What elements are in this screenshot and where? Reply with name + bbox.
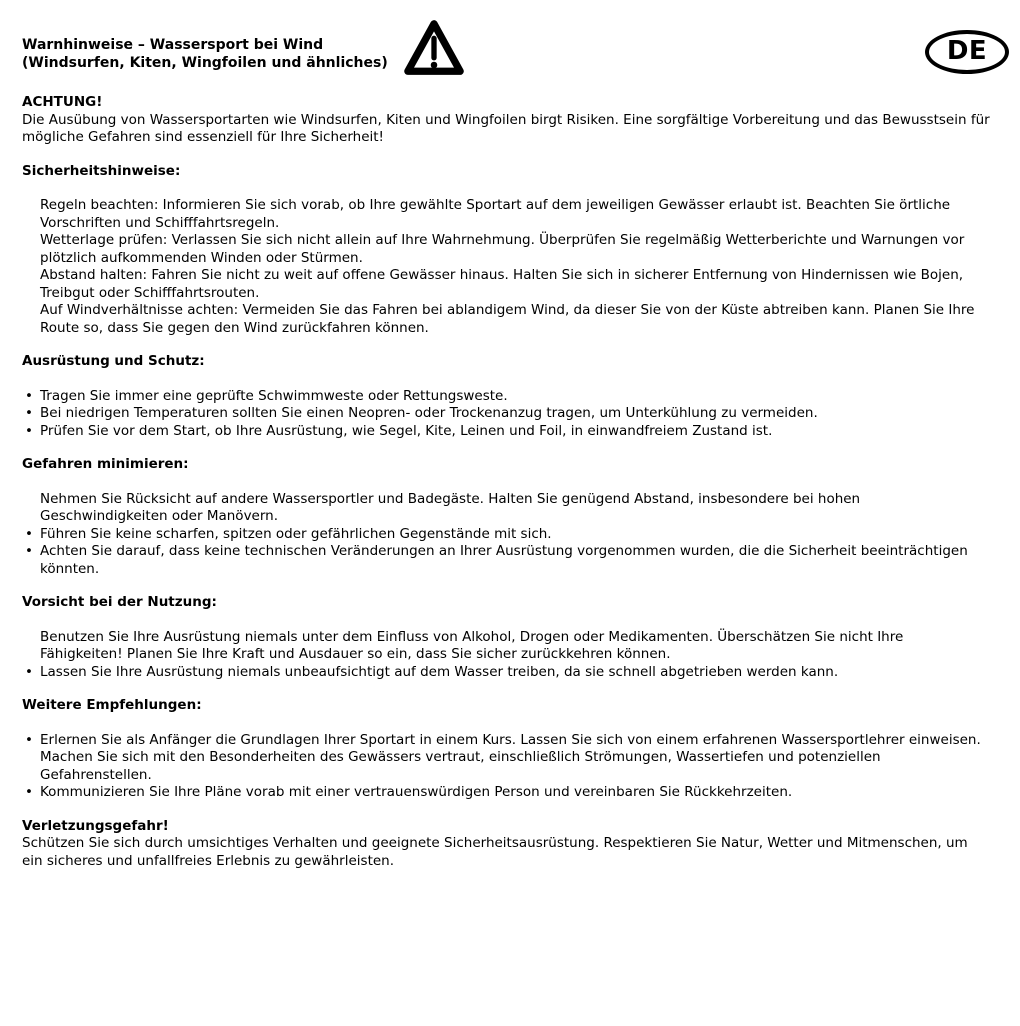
list-item-text: Bei niedrigen Temperaturen sollten Sie einen Neopren- oder Trockenanzug tragen, um Unterkühlung zu vermeiden. <box>40 405 818 421</box>
list-item <box>40 302 990 337</box>
list-item-text: Führen Sie keine scharfen, spitzen oder gefährlichen Gegenstände mit sich. <box>40 525 552 542</box>
list-item <box>40 197 990 232</box>
list-item <box>40 732 990 750</box>
list-item-text: Wetterlage prüfen: Verlassen Sie sich nicht allein auf Ihre Wahrnehmung. Überprüfen Sie regelmäßig Wetterberichte und Warnungen vor plötzlich aufkommenden Winden oder Stürmen. <box>40 232 965 266</box>
section-ausruestung-und-schutz <box>22 353 990 440</box>
list-item <box>40 543 990 578</box>
item-list <box>40 629 990 682</box>
section-paragraph: Die Ausübung von Wassersportarten wie Windsurfen, Kiten und Wingfoilen birgt Risiken. Eine sorgfältige Vorbereitung und das Bewusstsein für mögliche Gefahren sind essenziell für Ihre Sicherheit! <box>22 111 990 145</box>
section-paragraph: Schützen Sie sich durch umsichtiges Verhalten und geeignete Sicherheitsausrüstung. Respektieren Sie Natur, Wetter und Mitmenschen, um ein sicheres und unfallfreies Erlebnis zu gewährleisten. <box>22 835 968 869</box>
language-badge-label: DE <box>946 36 988 67</box>
title-line-2: (Windsurfen, Kiten, Wingfoilen und ähnliches) <box>22 55 388 71</box>
list-item-text: Machen Sie sich mit den Besonderheiten des Gewässers vertraut, einschließlich Strömungen, Wassertiefen und potenziellen Gefahrenstellen. <box>40 749 881 783</box>
list-item-text: Benutzen Sie Ihre Ausrüstung niemals unter dem Einfluss von Alkohol, Drogen oder Medikamenten. Überschätzen Sie nicht Ihre Fähigkeiten! Planen Sie Ihre Kraft und Ausdauer so ein, dass Sie sicher zurückkehren können. <box>40 628 904 662</box>
list-item <box>40 491 990 526</box>
section-vorsicht-bei-der-nutzung <box>22 594 990 681</box>
document-title <box>22 36 990 72</box>
language-badge <box>925 30 1009 74</box>
list-item-text: Achten Sie darauf, dass keine technischen Veränderungen an Ihrer Ausrüstung vorgenommen wurden, die die Sicherheit beeinträchtigen könnten. <box>40 543 968 577</box>
list-item-text: Regeln beachten: Informieren Sie sich vorab, ob Ihre gewählte Sportart auf dem jeweiligen Gewässer erlaubt ist. Beachten Sie örtliche Vorschriften und Schifffahrtsregeln. <box>40 197 951 231</box>
section-heading: Ausrüstung und Schutz: <box>22 353 205 369</box>
item-list <box>40 197 990 337</box>
warning-triangle-icon <box>403 17 465 81</box>
item-list <box>40 388 990 441</box>
list-item <box>40 423 990 441</box>
list-item <box>40 629 990 664</box>
list-item <box>40 784 990 802</box>
list-item-text: Kommunizieren Sie Ihre Pläne vorab mit einer vertrauenswürdigen Person und vereinbaren Sie Rückkehrzeiten. <box>40 784 793 800</box>
list-item <box>40 232 990 267</box>
section-heading: Verletzungsgefahr! <box>22 817 169 834</box>
section-heading: Vorsicht bei der Nutzung: <box>22 594 217 610</box>
item-list <box>40 732 990 802</box>
list-item-text: Auf Windverhältnisse achten: Vermeiden Sie das Fahren bei ablandigem Wind, da dieser Sie von der Küste abtreiben kann. Planen Sie Ihre Route so, dass Sie gegen den Wind zurückfahren können. <box>40 302 975 336</box>
list-item-text: Erlernen Sie als Anfänger die Grundlagen Ihrer Sportart in einem Kurs. Lassen Sie sich von einem erfahrenen Wassersportlehrer einweisen. <box>40 731 981 748</box>
list-item-text: Prüfen Sie vor dem Start, ob Ihre Ausrüstung, wie Segel, Kite, Leinen und Foil, in einwandfreiem Zustand ist. <box>40 422 773 439</box>
section-sicherheitshinweise <box>22 163 990 338</box>
section-heading: ACHTUNG! <box>22 94 103 110</box>
list-item <box>40 405 990 423</box>
list-item-text: Tragen Sie immer eine geprüfte Schwimmweste oder Rettungsweste. <box>40 387 508 404</box>
list-item <box>40 749 990 784</box>
section-heading: Weitere Empfehlungen: <box>22 697 202 713</box>
section-gefahren-minimieren <box>22 456 990 578</box>
section-verletzungsgefahr <box>22 818 990 871</box>
list-item-text: Abstand halten: Fahren Sie nicht zu weit auf offene Gewässer hinaus. Halten Sie sich in sicherer Entfernung von Hindernissen wie Bojen, Treibgut oder Schifffahrtsrouten. <box>40 267 964 301</box>
section-heading: Sicherheitshinweise: <box>22 162 181 179</box>
list-item <box>40 267 990 302</box>
list-item <box>40 664 990 682</box>
list-item <box>40 526 990 544</box>
title-line-1: Warnhinweise – Wassersport bei Wind <box>22 37 324 53</box>
section-heading: Gefahren minimieren: <box>22 456 189 472</box>
item-list <box>40 491 990 579</box>
document-header <box>22 36 990 80</box>
list-item <box>40 388 990 406</box>
section-weitere-empfehlungen <box>22 697 990 802</box>
section-achtung <box>22 94 990 147</box>
list-item-text: Nehmen Sie Rücksicht auf andere Wassersportler und Badegäste. Halten Sie genügend Abstand, insbesondere bei hohen Geschwindigkeiten oder Manövern. <box>40 490 861 524</box>
list-item-text: Lassen Sie Ihre Ausrüstung niemals unbeaufsichtigt auf dem Wasser treiben, da sie schnell abgetrieben werden kann. <box>40 663 839 680</box>
